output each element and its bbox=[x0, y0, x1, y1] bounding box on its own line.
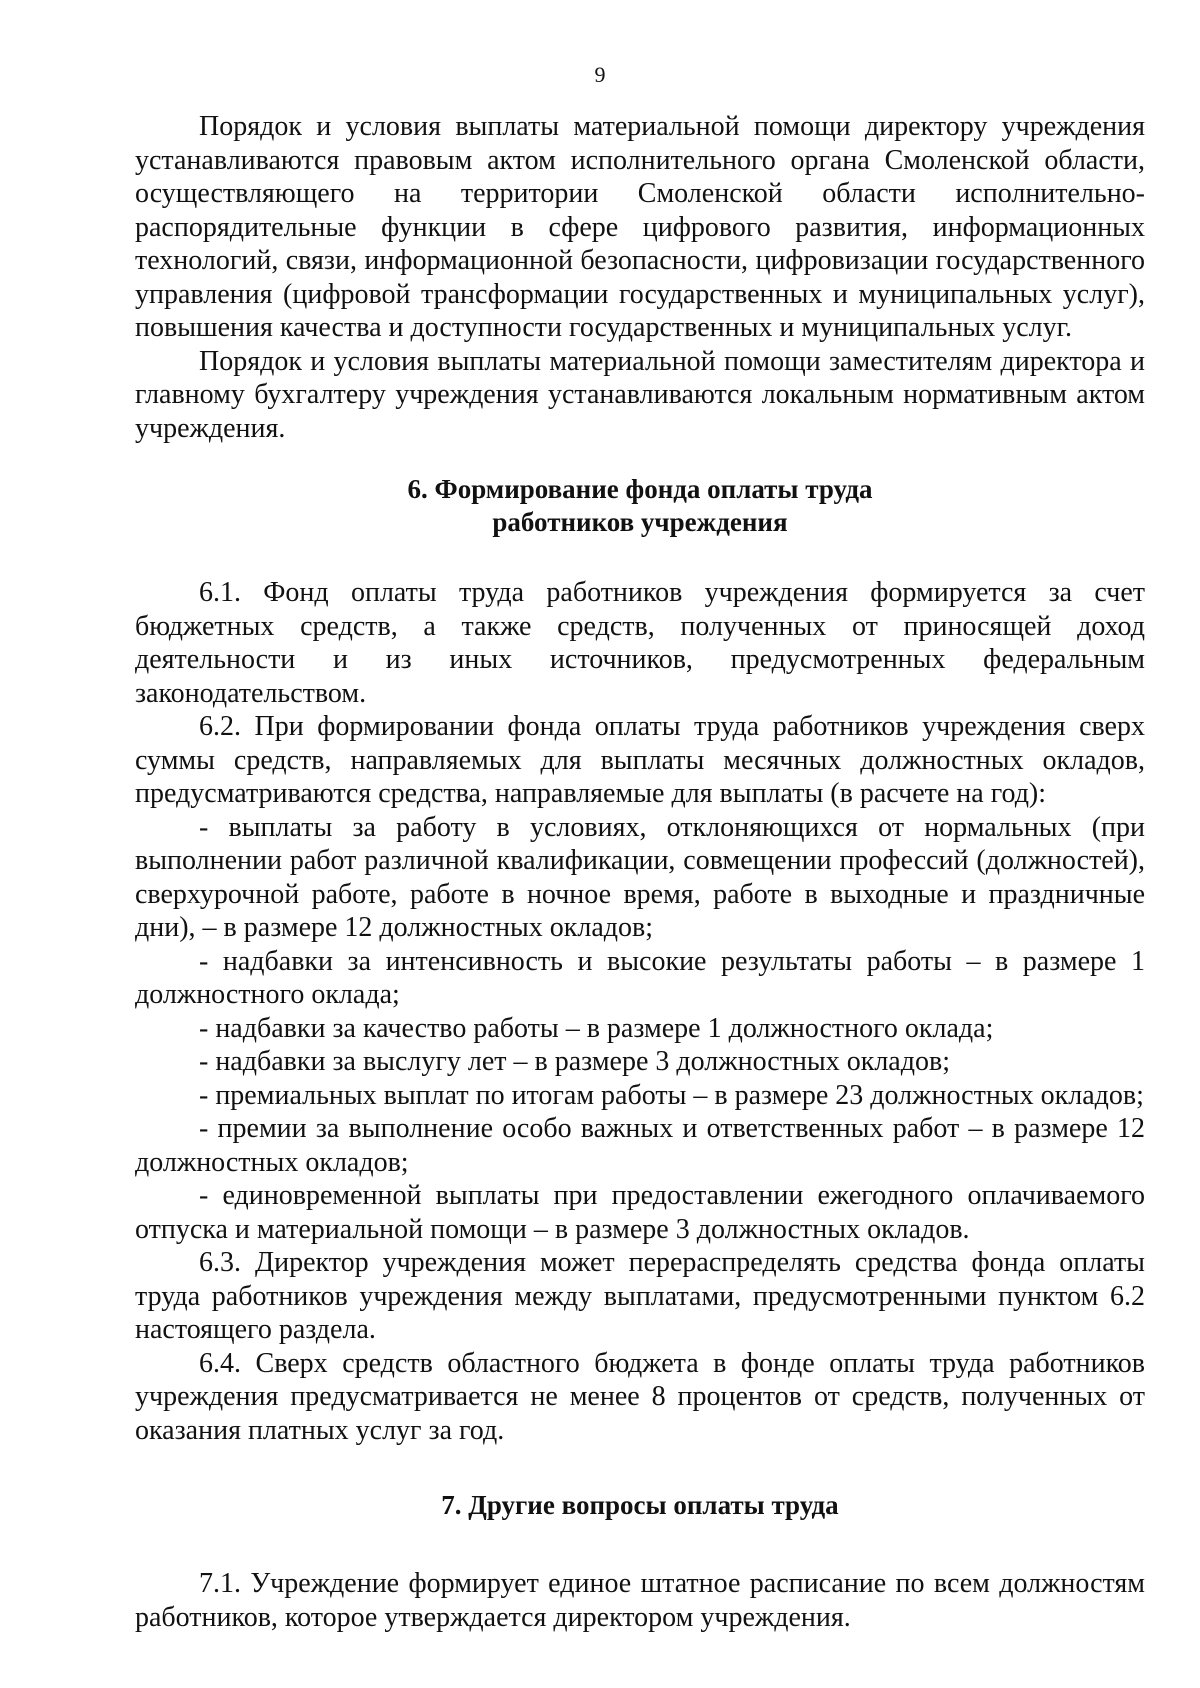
clause-6-3: 6.3. Директор учреждения может перераспределять средства фонда оплаты труда работников учреждения между выплатами, предусмотренными пунктом 6.2 настоящего раздела. bbox=[135, 1247, 1145, 1345]
document-body bbox=[135, 110, 1145, 1634]
list-item: - надбавки за интенсивность и высокие результаты работы – в размере 1 должностного оклада; bbox=[135, 945, 1145, 1010]
page-number: 9 bbox=[594, 62, 606, 87]
list-item: - надбавки за выслугу лет – в размере 3 должностных окладов; bbox=[199, 1046, 950, 1077]
list-item: - единовременной выплаты при предоставлении ежегодного оплачиваемого отпуска и материальной помощи – в размере 3 должностных окладов. bbox=[135, 1180, 1145, 1245]
paragraph-deputies-aid: Порядок и условия выплаты материальной помощи заместителям директора и главному бухгалтеру учреждения устанавливаются локальным нормативным актом учреждения. bbox=[135, 345, 1145, 444]
list-item: - премии за выполнение особо важных и ответственных работ – в размере 12 должностных окладов; bbox=[135, 1113, 1145, 1178]
list-item: - выплаты за работу в условиях, отклоняющихся от нормальных (при выполнении работ различной квалификации, совмещении профессий (должностей), сверхурочной работе, работе в ночное время, работе в выходные и праздничные дни), – в размере 12 должностных окладов; bbox=[135, 811, 1145, 943]
clause-6-4: 6.4. Сверх средств областного бюджета в фонде оплаты труда работников учреждения предусматривается не менее 8 процентов от средств, полученных от оказания платных услуг за год. bbox=[135, 1347, 1145, 1446]
section-6-title-line-1: 6. Формирование фонда оплаты труда bbox=[407, 474, 873, 504]
section-7-heading bbox=[135, 1489, 1145, 1522]
section-7-title: 7. Другие вопросы оплаты труда bbox=[441, 1490, 839, 1520]
list-item: - премиальных выплат по итогам работы – в размере 23 должностных окладов; bbox=[199, 1079, 1144, 1111]
list-item: - надбавки за качество работы – в размере 1 должностного оклада; bbox=[199, 1012, 994, 1044]
clause-6-1: 6.1. Фонд оплаты труда работников учреждения формируется за счет бюджетных средств, а также средств, полученных от приносящей доход деятельности и из иных источников, предусмотренных федеральным законодательством. bbox=[135, 577, 1145, 709]
section-6-title-line-2: работников учреждения bbox=[492, 507, 788, 537]
paragraph-director-aid: Порядок и условия выплаты материальной помощи директору учреждения устанавливаются правовым актом исполнительного органа Смоленской области, осуществляющего на территории Смоленской области исполнительно-распорядительные функции в сфере цифрового развития, информационных технологий, связи, информационной безопасности, цифровизации государственного управления (цифровой трансформации государственных и муниципальных услуг), повышения качества и доступности государственных и муниципальных услуг. bbox=[135, 111, 1145, 343]
section-6-heading bbox=[135, 473, 1145, 539]
clause-7-1: 7.1. Учреждение формирует единое штатное расписание по всем должностям работников, которое утверждается директором учреждения. bbox=[135, 1568, 1145, 1633]
clause-6-2: 6.2. При формировании фонда оплаты труда работников учреждения сверх суммы средств, направляемых для выплаты месячных должностных окладов, предусматриваются средства, направляемые для выплаты (в расчете на год): bbox=[135, 711, 1145, 809]
